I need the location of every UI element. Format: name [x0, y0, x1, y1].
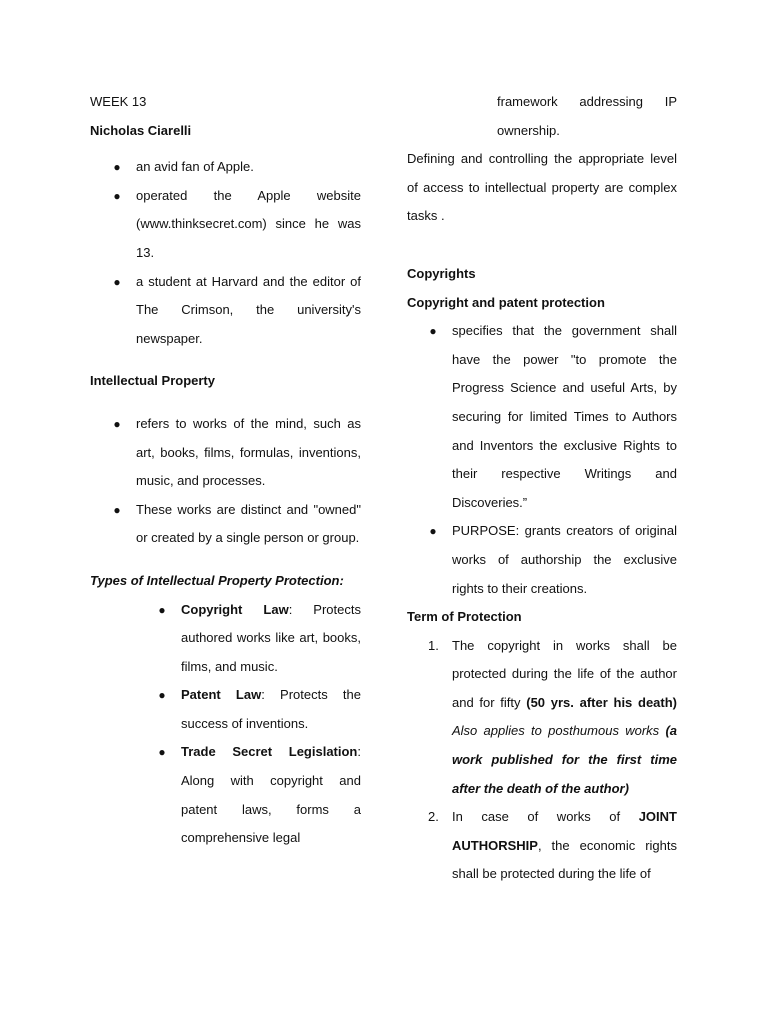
type-item: ● Copyright Law: Protects authored works like art, books, films, and music. [90, 596, 361, 682]
copyrights-heading: Copyrights [407, 265, 476, 281]
term-heading: Term of Protection [407, 609, 522, 625]
right-column [407, 88, 677, 889]
bullet-icon: ● [113, 416, 121, 431]
bullet-icon: ● [158, 745, 166, 760]
ip-item: ● These works are distinct and "owned" or created by a single person or group. [90, 496, 361, 553]
defining-paragraph: Defining and controlling the appropriate level of access to intellectual property are complex tasks . [407, 151, 677, 224]
term-item: 2. In case of works of JOINT AUTHORSHIP, the economic rights shall be protected during the life of [407, 803, 677, 889]
bullet-icon: ● [113, 274, 121, 289]
type-item: ● Patent Law: Protects the success of inventions. [90, 681, 361, 738]
bullet-icon: ● [113, 502, 121, 517]
term-list [407, 632, 677, 889]
bio-item: ● operated the Apple website (www.thinksecret.com) since he was 13. [90, 182, 361, 268]
copyright-item: ● PURPOSE: grants creators of original works of authorship the exclusive rights to their creations. [407, 517, 677, 603]
types-heading: Types of Intellectual Property Protection: [90, 572, 344, 588]
term-item: 1. The copyright in works shall be protected during the life of the author and for fifty (50 yrs. after his death) Also applies to posthumous works (a work published for the first time after the death of the author) [407, 632, 677, 804]
types-continuation: framework addressing IP ownership. [497, 94, 677, 138]
ip-item: ● refers to works of the mind, such as art, books, films, formulas, inventions, music, and processes. [90, 410, 361, 496]
list-number: 2. [428, 809, 439, 825]
copyright-list [407, 317, 677, 603]
bullet-icon: ● [429, 524, 437, 539]
bullet-icon: ● [113, 160, 121, 175]
ip-heading: Intellectual Property [90, 373, 215, 389]
ip-list [90, 410, 361, 553]
bullet-icon: ● [113, 188, 121, 203]
week-label: WEEK 13 [90, 94, 147, 109]
list-number: 1. [428, 637, 439, 653]
bio-item: ● an avid fan of Apple. [90, 153, 361, 182]
bullet-icon: ● [429, 324, 437, 339]
type-item: ● Trade Secret Legislation: Along with copyright and patent laws, forms a comprehensive legal [90, 738, 361, 852]
bio-item: ● a student at Harvard and the editor of The Crimson, the university's newspaper. [90, 268, 361, 354]
bio-list [90, 153, 361, 353]
copyright-patent-heading: Copyright and patent protection [407, 294, 605, 310]
person-name: Nicholas Ciarelli [90, 122, 192, 138]
types-list [90, 596, 361, 853]
copyright-item: ● specifies that the government shall have the power "to promote the Progress Science and useful Arts, by securing for limited Times to Authors and Inventors the exclusive Rights to their respective Writings and Discoveries.” [407, 317, 677, 517]
bullet-icon: ● [158, 602, 166, 617]
left-column [90, 88, 361, 853]
bullet-icon: ● [158, 688, 166, 703]
